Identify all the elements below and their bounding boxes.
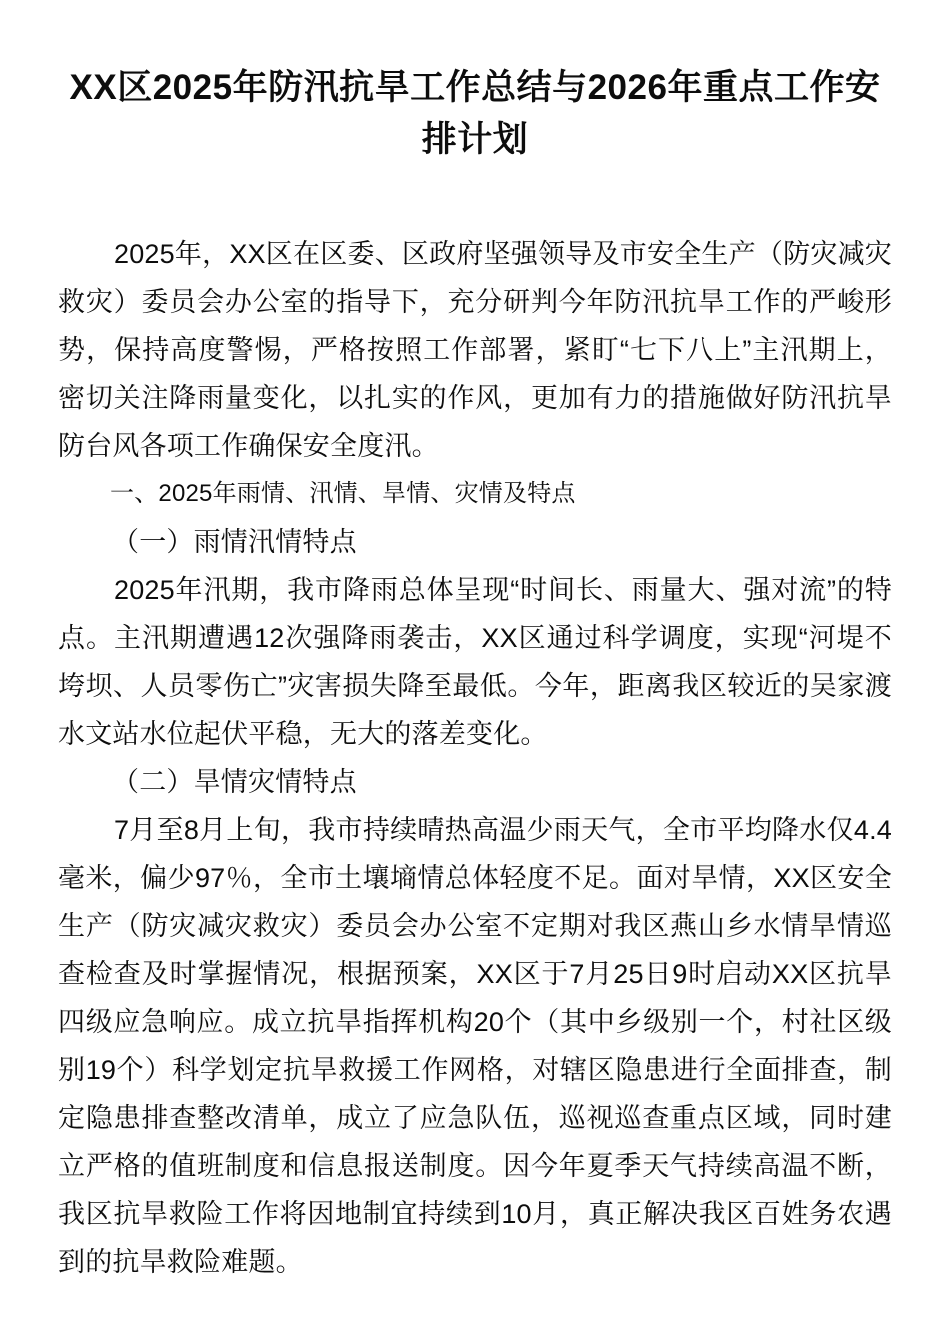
page-title: XX区2025年防汛抗旱工作总结与2026年重点工作安排计划 [69,68,881,159]
subsection-heading-1: （一）雨情汛情特点 [112,527,357,557]
section-heading-1: 一、2025年雨情、汛情、旱情、灾情及特点 [110,480,576,507]
document-body [58,0,892,1286]
subsection-2-paragraph: 7月至8月上旬，我市持续晴热高温少雨天气，全市平均降水仅4.4毫米，偏少97％，全市土壤墒情总体轻度不足。面对旱情，XX区安全生产（防灾减灾救灾）委员会办公室不定期对我区燕山乡水情旱情巡查检查及时掌握情况，根据预案，XX区于7月25日9时启动XX区抗旱四级应急响应。成立抗旱指挥机构20个（其中乡级别一个，村社区级别19个）科学划定抗旱救援工作网格，对辖区隐患进行全面排查，制定隐患排查整改清单，成立了应急队伍，巡视巡查重点区域，同时建立严格的值班制度和信息报送制度。因今年夏季天气持续高温不断，我区抗旱救险工作将因地制宜持续到10月，真正解决我区百姓务农遇到的抗旱救险难题。 [58,815,892,1277]
intro-paragraph: 2025年，XX区在区委、区政府坚强领导及市安全生产（防灾减灾救灾）委员会办公室的指导下，充分研判今年防汛抗旱工作的严峻形势，保持高度警惕，严格按照工作部署，紧盯“七下八上”主汛期上，密切关注降雨量变化，以扎实的作风，更加有力的措施做好防汛抗旱防台风各项工作确保安全度汛。 [58,239,892,461]
subsection-1-paragraph: 2025年汛期，我市降雨总体呈现“时间长、雨量大、强对流”的特点。主汛期遭遇12次强降雨袭击，XX区通过科学调度，实现“河堤不垮坝、人员零伤亡”灾害损失降至最低。今年，距离我区较近的吴家渡水文站水位起伏平稳，无大的落差变化。 [58,575,892,749]
title-spacer [58,166,892,230]
subsection-heading-2: （二）旱情灾情特点 [112,767,357,797]
